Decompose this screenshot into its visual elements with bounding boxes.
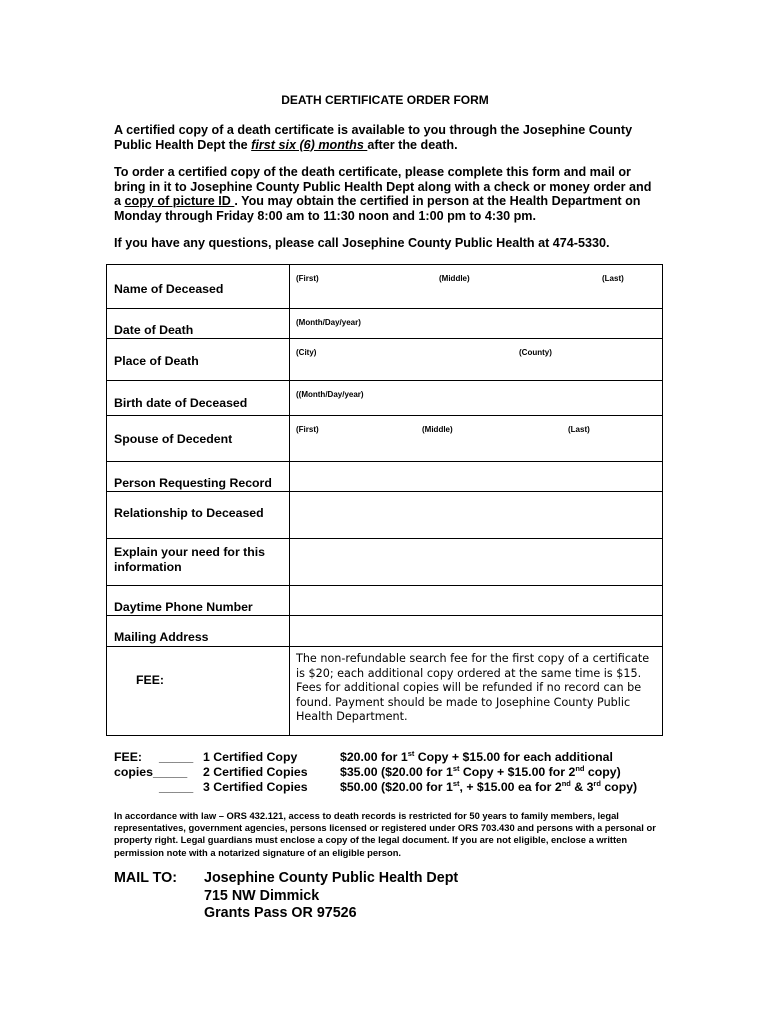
death-date-field[interactable] <box>290 309 663 339</box>
qty-blank-1[interactable]: _____ <box>159 750 194 764</box>
need-field[interactable] <box>290 539 663 586</box>
option-1-label: 1 Certified Copy <box>203 750 298 764</box>
option-2-price: $35.00 ($20.00 for 1st Copy + $15.00 for 2nd copy) <box>340 763 621 779</box>
county-hint: (County) <box>519 348 552 357</box>
spouse-first-hint: (First) <box>296 425 319 434</box>
phone-label: Daytime Phone Number <box>114 600 253 614</box>
address-field[interactable] <box>290 616 663 647</box>
address-label: Mailing Address <box>114 630 209 644</box>
relationship-label: Relationship to Deceased <box>114 506 264 520</box>
option-3-label: 3 Certified Copies <box>203 780 308 794</box>
phone-field[interactable] <box>290 586 663 616</box>
qty-blank-3[interactable]: _____ <box>159 780 194 794</box>
deceased-name-label: Name of Deceased <box>114 282 224 296</box>
address-row <box>107 616 663 647</box>
birth-date-row <box>107 381 663 416</box>
deceased-name-row <box>107 265 663 309</box>
fee-schedule-label: FEE: <box>114 750 143 764</box>
spouse-field[interactable] <box>290 416 663 462</box>
option-3-price: $50.00 ($20.00 for 1st, + $15.00 ea for 2nd & 3rd copy) <box>340 778 638 794</box>
last-hint: (Last) <box>602 274 624 283</box>
first-hint: (First) <box>296 274 319 283</box>
relationship-row <box>107 492 663 539</box>
deceased-name-field[interactable] <box>290 265 663 309</box>
order-form-table <box>106 264 663 736</box>
requester-label: Person Requesting Record <box>114 476 272 490</box>
intro-paragraph-1: A certified copy of a death certificate is available to you through the Josephine County Public Health Dept the first six (6) months after the death. <box>114 123 633 152</box>
birth-date-label: Birth date of Deceased <box>114 396 248 410</box>
need-row <box>107 539 663 586</box>
mail-address <box>204 870 458 923</box>
option-2-label: 2 Certified Copies <box>203 765 308 779</box>
option-1-price: $20.00 for 1st Copy + $15.00 for each additional <box>340 748 613 764</box>
address-line-1: Josephine County Public Health Dept <box>204 870 459 886</box>
date-hint: (Month/Day/year) <box>296 318 361 327</box>
middle-hint: (Middle) <box>439 274 470 283</box>
spouse-middle-hint: (Middle) <box>422 425 453 434</box>
phone-row <box>107 586 663 616</box>
address-line-3: Grants Pass OR 97526 <box>204 905 357 921</box>
need-label: Explain your need for this information <box>114 545 266 574</box>
intro-paragraph-3: If you have any questions, please call Josephine County Public Health at 474-5330. <box>114 236 610 250</box>
requester-field[interactable] <box>290 462 663 492</box>
spouse-label: Spouse of Decedent <box>114 432 233 446</box>
death-date-row <box>107 309 663 339</box>
city-hint: (City) <box>296 348 317 357</box>
fee-row <box>107 647 663 736</box>
intro-paragraph-2: To order a certified copy of the death certificate, please complete this form and mail or bring in it to Josephine County Public Health Dept along with a check or money order and a copy of picture ID . You may obtain the certified in person at the Health Department on Monday through Friday 8:00 am to 11:30 noon and 1:00 pm to 4:30 pm. <box>114 165 652 223</box>
requester-row <box>107 462 663 492</box>
death-date-label: Date of Death <box>114 323 194 337</box>
fee-label: FEE: <box>136 673 165 687</box>
death-place-row <box>107 339 663 381</box>
death-place-field[interactable] <box>290 339 663 381</box>
legal-notice: In accordance with law – ORS 432.121, access to death records is restricted for 50 years to family members, legal representatives, government agencies, persons licensed or registered under ORS 703.430 and persons with a personal or property right. Legal guardians must enclose a copy of the legal document. If you are not eligible, enclose a written permission note with a notarized signature of an eligible person. <box>114 810 656 858</box>
address-line-2: 715 NW Dimmick <box>204 887 320 904</box>
copies-label: copies_____ <box>114 765 188 779</box>
spouse-last-hint: (Last) <box>568 425 590 434</box>
birth-date-field[interactable] <box>290 381 663 416</box>
relationship-field[interactable] <box>290 492 663 539</box>
spouse-row <box>107 416 663 462</box>
page-title: DEATH CERTIFICATE ORDER FORM <box>281 93 489 107</box>
fee-note: The non-refundable search fee for the first copy of a certificate is $20; each additional copy ordered at the same time is $15. Fees for additional copies will be refunded if no record can be found. Payment should be made to Josephine County Public Health Department. <box>296 652 650 724</box>
birth-date-hint: ((Month/Day/year) <box>296 390 364 399</box>
death-place-label: Place of Death <box>114 354 199 368</box>
mail-to-label: MAIL TO: <box>114 870 178 886</box>
